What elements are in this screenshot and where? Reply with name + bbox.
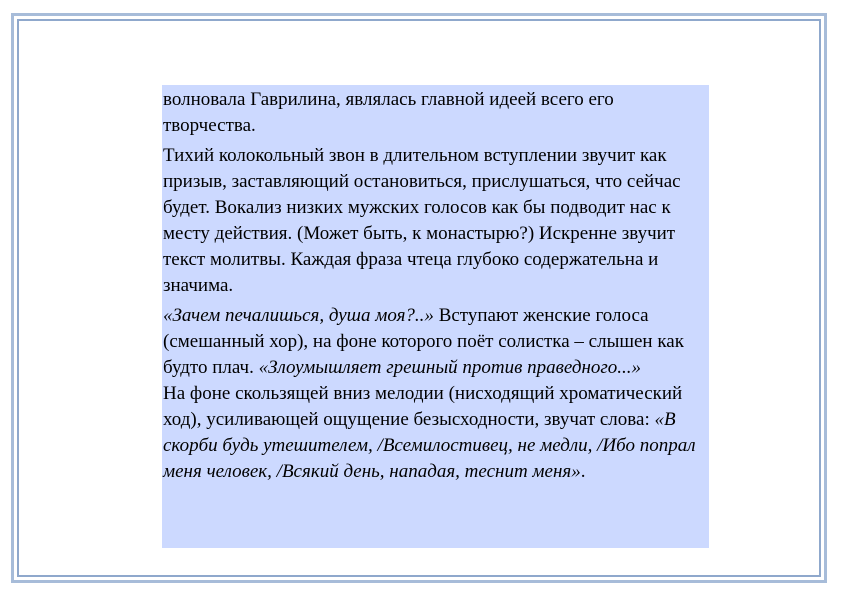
text-segment: Вступают женские голоса (смешанный хор), на фоне которого поёт солистка – слышен как будто плач.	[163, 305, 684, 378]
quote-segment: «Зачем печалишься, душа моя?..»	[163, 305, 434, 326]
quote-segment: «Злоумышляет грешный против праведного...»	[258, 357, 642, 378]
text-segment: .	[580, 461, 586, 482]
text-segment: На фоне скользящей вниз мелодии (нисходящий хроматический ход), усиливающей ощущение безысходности, звучат слова:	[163, 383, 683, 430]
paragraph-1	[163, 87, 703, 139]
text-box	[162, 85, 709, 548]
paragraph-4	[163, 381, 703, 485]
paragraph-2	[163, 143, 703, 299]
text-segment: волновала Гаврилина, являлась главной идеей всего его творчества.	[163, 89, 614, 136]
quote-segment: «В скорби будь утешителем, /Всемилостивец, не медли, /Ибо попрал меня человек, /Всякий день, нападая, теснит меня»	[163, 409, 696, 482]
paragraph-3	[163, 303, 703, 381]
text-segment: Тихий колокольный звон в длительном вступлении звучит как призыв, заставляющий остановиться, прислушаться, что сейчас будет. Вокализ низких мужских голосов как бы подводит нас к месту действия. (Может быть, к монастырю?) Искренне звучит текст молитвы. Каждая фраза чтеца глубоко содержательна и значима.	[163, 145, 681, 296]
